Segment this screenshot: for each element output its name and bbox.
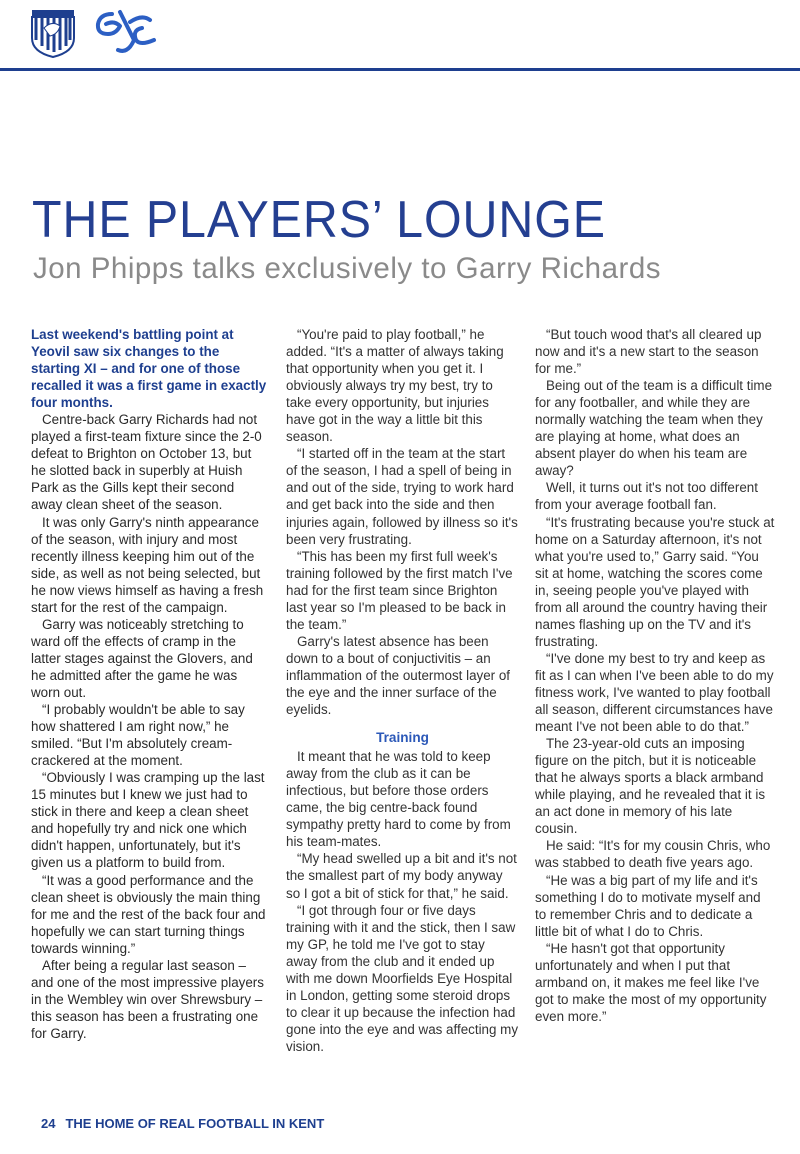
body-paragraph: Being out of the team is a difficult time for any footballer, and while they are normally watching the team when they are playing at home, what does an absent player do when his team are away? [535,378,773,479]
body-paragraph: “My head swelled up a bit and it's not the smallest part of my body anyway so I got a bit of stick for that,” he said. [286,851,517,901]
body-paragraph: “This has been my first full week's training followed by the first match I've had for the first team since Brighton last year so I'm pleased to be back in the team.” [286,548,513,632]
body-paragraph: “But touch wood that's all cleared up now and it's a new start to the season for me.” [535,327,762,377]
page-title: THE PLAYERS’ LOUNGE [32,191,606,249]
body-paragraph: “Obviously I was cramping up the last 15 minutes but I knew we just had to stick in there and keep a clean sheet and hopefully try and nick one which didn't happen, unfortunately, but it's given us a platform to build from. [31,770,265,871]
body-paragraph: “He was a big part of my life and it's something I do to motivate myself and to remember Chris and to dedicate a little bit of what I do to Chris. [535,872,761,939]
page-footer [41,1116,334,1131]
body-paragraph: “I started off in the team at the start of the season, I had a spell of being in and out of the side, trying to work hard and get back into the side and then injuries again, followed by illness so it's been very frustrating. [286,446,518,547]
body-paragraph: “I've done my best to try and keep as fit as I can when I've been able to do my fitness work, I've wanted to play football all season, different circumstances have meant I've not been able to do that.” [535,650,774,735]
article-column-1 [31,326,269,1042]
body-paragraph: Well, it turns out it's not too different from your average football fan. [535,480,758,513]
article-column-3 [535,326,775,1025]
body-paragraph: “I got through four or five days training with it and the stick, then I saw my GP, he told me I've got to stay away from the club and it ended up with me down Moorfields Eye Hospital in London, getting some steroid drops to clear it up because the infection had gone into the eye and was affecting my vision. [286,902,519,1054]
club-crest-icon [30,8,76,58]
body-paragraph: It was only Garry's ninth appearance of the season, with injury and most recently illness keeping him out of the side, as well as not being selected, but he now views himself as having a fresh start for the rest of the campaign. [31,514,264,615]
body-paragraph: The 23-year-old cuts an imposing figure on the pitch, but it is noticeable that he always sports a black armband while playing, and he revealed that it is an act done in memory of his late cousin. [535,736,766,837]
body-paragraph: It meant that he was told to keep away from the club as it can be infectious, but before those orders came, the big centre-back found sympathy pretty hard to come by from his team-mates. [286,749,511,850]
intro-paragraph: Last weekend's battling point at Yeovil saw six changes to the starting XI – and for one of those recalled it was a first game in exactly four months. [31,327,267,411]
body-paragraph: Garry was noticeably stretching to ward off the effects of cramp in the latter stages against the Glovers, and he admitted after the game he was worn out. [31,616,253,700]
header-rule [0,68,800,71]
section-heading-training: Training [376,730,429,746]
body-paragraph: Centre-back Garry Richards had not played a first-team fixture since the 2-0 defeat to Brighton on October 13, but he slotted back in superbly at Huish Park as the Gills kept their second away clean sheet of the season. [31,412,262,513]
body-paragraph: “He hasn't got that opportunity unfortunately and when I put that armband on, it makes me feel like I've got to make the most of my opportunity even more.” [535,940,767,1024]
body-paragraph: Garry's latest absence has been down to a bout of conjuctivitis – an inflammation of the outermost layer of the eye and the inner surface of the eyelids. [286,633,511,718]
page-header [0,0,800,80]
body-paragraph: He said: “It's for my cousin Chris, who was stabbed to death five years ago. [535,838,771,871]
gfc-monogram-icon [90,6,170,58]
footer-tagline: THE HOME OF REAL FOOTBALL IN KENT [65,1116,325,1131]
body-paragraph: “You're paid to play football,” he added. “It's a matter of always taking that opportunity when you get it. I obviously always try my best, try to take every opportunity, but injuries have got in the way a little bit this season. [286,327,504,445]
body-paragraph: “It was a good performance and the clean sheet is obviously the main thing for me and the rest of the back four and hopefully we can start turning things towards winning.” [31,872,266,956]
article-column-2 [286,326,519,1055]
page-number: 24 [41,1116,56,1131]
body-paragraph: “I probably wouldn't be able to say how shattered I am right now,” he smiled. “But I'm absolutely cream-crackered at the moment. [31,702,245,769]
page-subtitle: Jon Phipps talks exclusively to Garry Richards [33,252,661,285]
body-paragraph: After being a regular last season – and one of the most impressive players in the Wembley win over Shrewsbury – this season has been a frustrating one for Garry. [31,957,264,1041]
body-paragraph: “It's frustrating because you're stuck at home on a Saturday afternoon, it's not what you're used to,” Garry said. “You sit at home, watching the scores come in, seeing people you've played with from all around the country having their names flashing up on the TV and it's frustrating. [535,514,775,649]
